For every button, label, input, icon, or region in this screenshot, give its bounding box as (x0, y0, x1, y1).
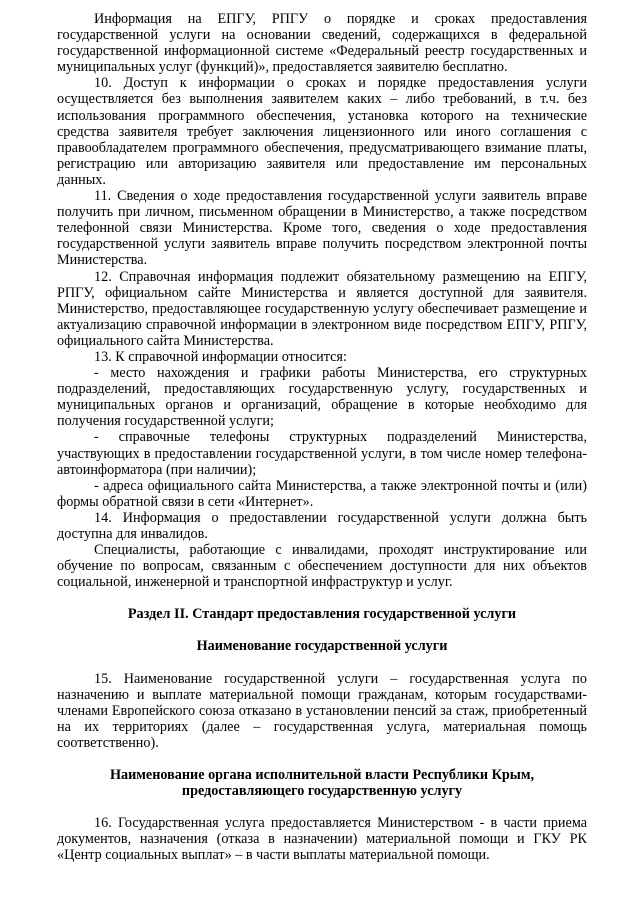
paragraph-16: 16. Государственная услуга предоставляется Министерством - в части приема документов, назначения (отказа в назначении) материальной помощи и ГКУ РК «Центр социальных выплат» – в части выплаты материальной помощи. (57, 815, 587, 864)
subheading-authority-line2: предоставляющего государственную услугу (181, 783, 463, 800)
subheading-authority-line1: Наименование органа исполнительной власти Республики Крым, (109, 767, 535, 784)
paragraph-13: 13. К справочной информации относится: (94, 348, 347, 365)
paragraph-specialists: Специалисты, работающие с инвалидами, проходят инструктирование или обучение по вопросам, связанным с обеспечением доступности для них объектов социальной, инженерной и транспортной инфраструктур и услуг. (57, 542, 587, 591)
paragraph-15: 15. Наименование государственной услуги – государственная услуга по назначению и выплате материальной помощи гражданам, которым государствами-членами Европейского союза отказано в установлении пенсий за стаж, приобретенный на их территориях (далее – государственная услуга, материальная помощь соответственно). (57, 670, 587, 751)
paragraph-11: 11. Сведения о ходе предоставления государственной услуги заявитель вправе получить при личном, письменном обращении в Министерство, а также посредством телефонной связи Министерства. Кроме того, сведения о ходе предоставления государственной услуги заявитель вправе получить посредством электронной почты Министерства. (57, 188, 587, 269)
paragraph-epgu-info: Информация на ЕПГУ, РПГУ о порядке и сроках предоставления государственной услуги на основании сведений, содержащихся в федеральной государственной информационной системе «Федеральный реестр государственных и муниципальных услуг (функций)», предоставляется заявителю бесплатно. (57, 11, 587, 76)
document-page (57, 11, 587, 864)
list-item-phones: - справочные телефоны структурных подразделений Министерства, участвующих в предоставлении государственной услуги, в том числе номер телефона-автоинформатора (при наличии); (57, 429, 587, 478)
paragraph-12: 12. Справочная информация подлежит обязательному размещению на ЕПГУ, РПГУ, официальном сайте Министерства и является доступной для заявителя. Министерство, предоставляющее государственную услугу обеспечивает размещение и актуализацию справочной информации в электронном виде посредством ЕПГУ, РПГУ, официального сайта Министерства. (57, 268, 587, 349)
paragraph-10: 10. Доступ к информации о сроках и порядке предоставления услуги осуществляется без выполнения заявителем каких – либо требований, в т.ч. без использования программного обеспечения, установка которого на технические средства заявителя требует заключения лицензионного или иного соглашения с правообладателем программного обеспечения, предусматривающего взимание платы, регистрацию или авторизацию заявителя или предоставление им персональных данных. (57, 75, 587, 188)
list-item-location: - место нахождения и графики работы Министерства, его структурных подразделений, предоставляющих государственную услугу, государственных и муниципальных органов и организаций, обращение в которые необходимо для получения государственной услуги; (57, 365, 587, 430)
subheading-service-name: Наименование государственной услуги (196, 638, 448, 655)
paragraph-14: 14. Информация о предоставлении государственной услуги должна быть доступна для инвалидов. (57, 509, 587, 542)
list-item-addresses: - адреса официального сайта Министерства, а также электронной почты и (или) формы обратной связи в сети «Интернет». (57, 477, 587, 510)
section-heading: Раздел II. Стандарт предоставления государственной услуги (127, 606, 517, 623)
